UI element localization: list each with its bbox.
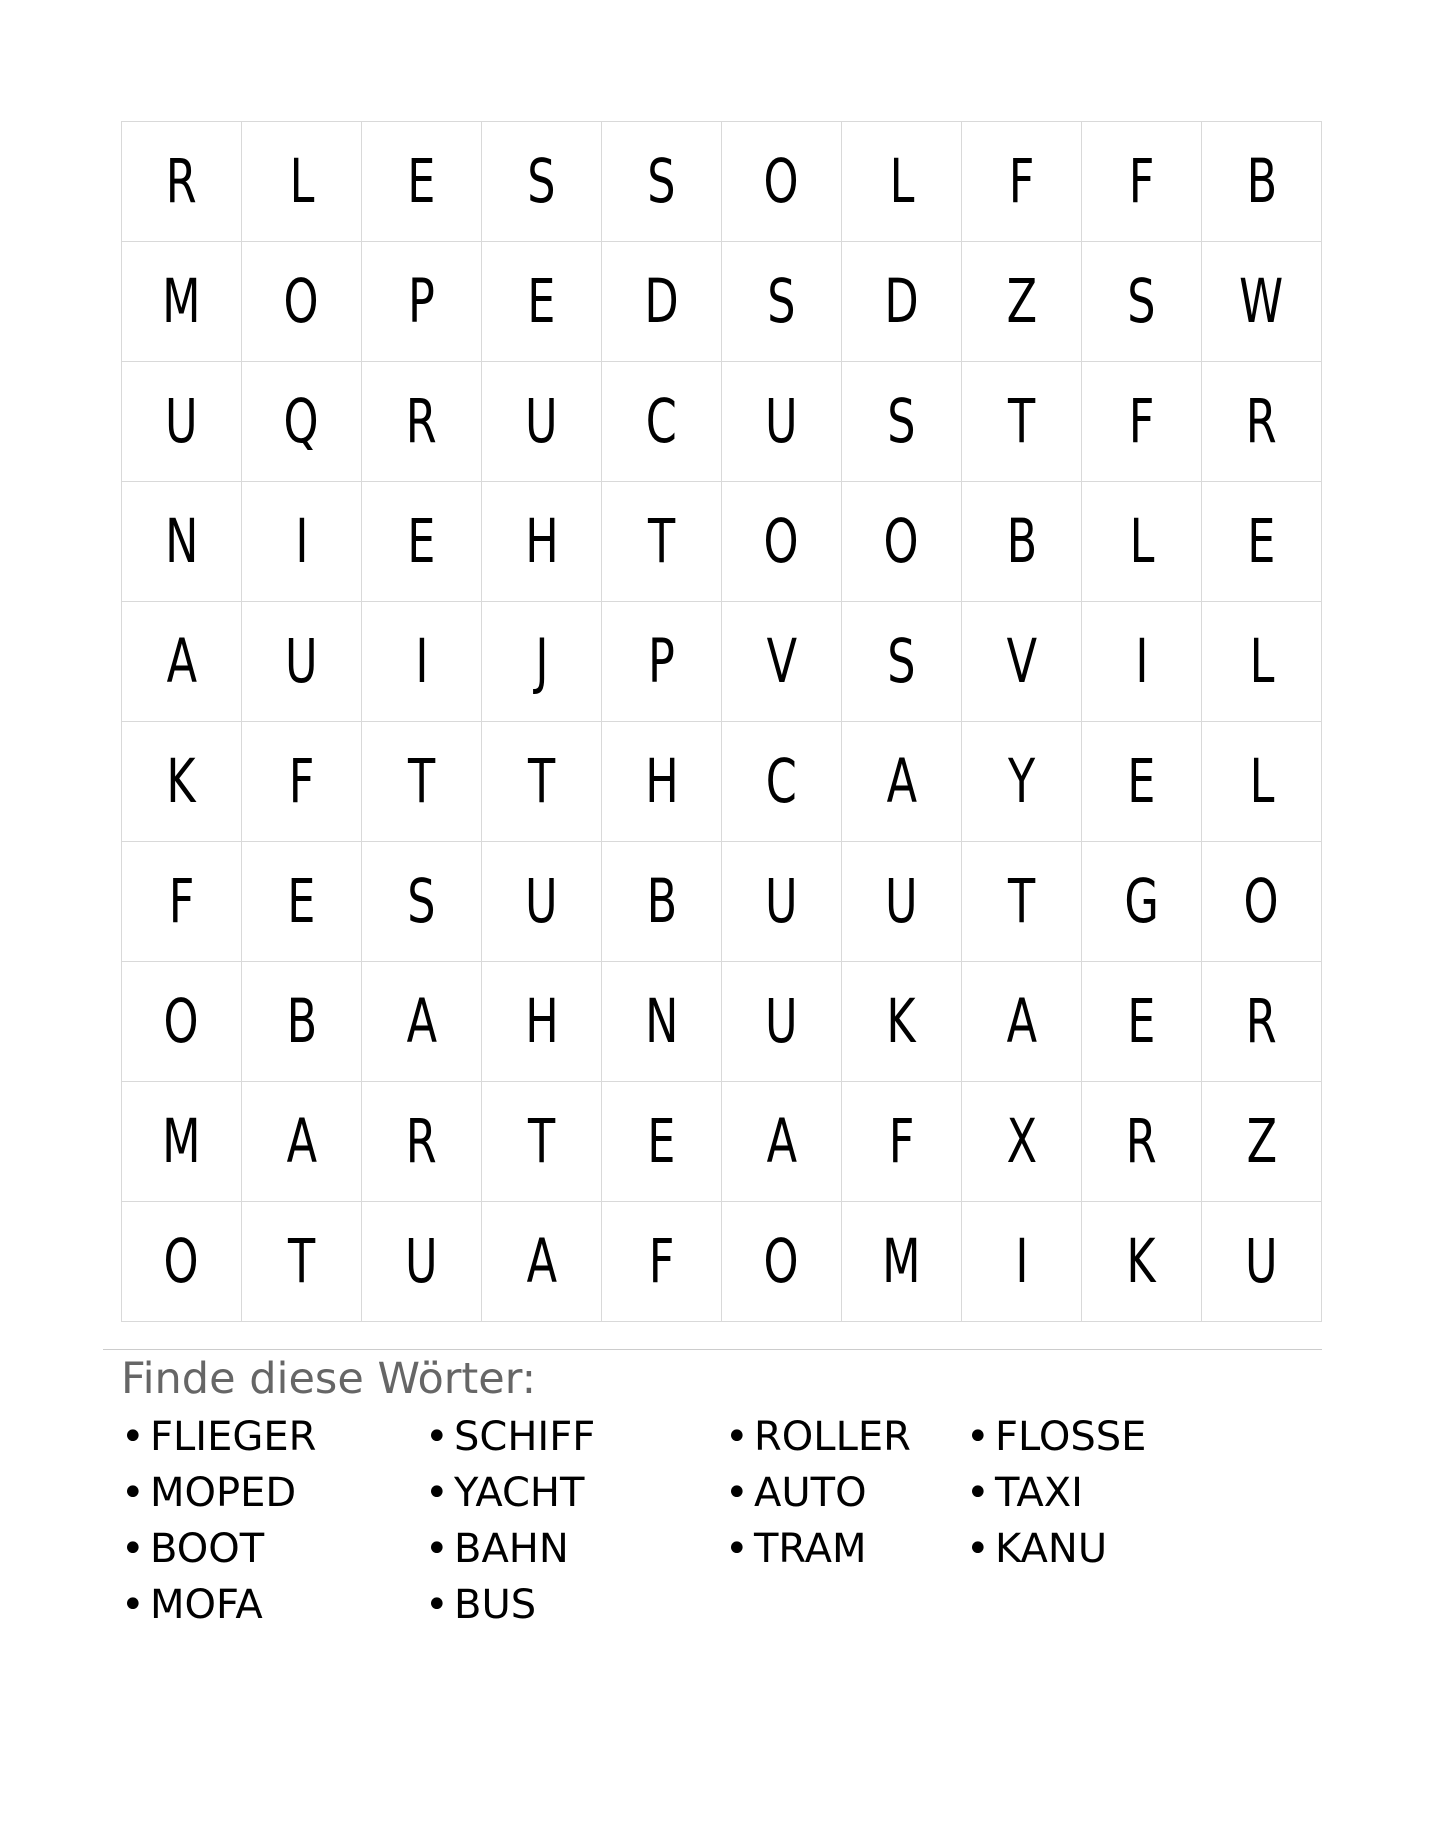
bullet-icon: • xyxy=(121,1414,145,1460)
bullet-icon: • xyxy=(725,1470,749,1516)
grid-letter: A xyxy=(406,986,437,1057)
grid-letter: V xyxy=(1006,626,1037,697)
grid-letter: A xyxy=(766,1106,797,1177)
grid-cell-r5c1[interactable] xyxy=(122,602,241,721)
grid-letter: K xyxy=(886,986,917,1057)
grid-cell-r5c2[interactable] xyxy=(242,602,361,721)
grid-cell-r4c6[interactable] xyxy=(722,482,841,601)
grid-letter: S xyxy=(647,146,676,217)
grid-letter: F xyxy=(1008,146,1035,217)
grid-cell-r10c9[interactable] xyxy=(1082,1202,1201,1321)
grid-cell-r10c7[interactable] xyxy=(842,1202,961,1321)
word-item-flieger xyxy=(121,1409,316,1465)
grid-letter: R xyxy=(406,386,437,457)
grid-cell-r2c2[interactable] xyxy=(242,242,361,361)
grid-cell-r1c1[interactable] xyxy=(122,122,241,241)
grid-cell-r10c5[interactable] xyxy=(602,1202,721,1321)
word-item-flosse xyxy=(966,1409,1146,1465)
grid-cell-r10c6[interactable] xyxy=(722,1202,841,1321)
grid-letter: X xyxy=(1006,1106,1037,1177)
grid-letter: Z xyxy=(1246,1106,1277,1177)
bullet-icon: • xyxy=(121,1582,145,1628)
grid-letter: E xyxy=(647,1106,676,1177)
grid-cell-r1c9[interactable] xyxy=(1082,122,1201,241)
grid-letter: S xyxy=(887,386,916,457)
grid-letter: P xyxy=(648,626,675,697)
grid-letter: O xyxy=(763,146,800,217)
grid-cell-r7c5[interactable] xyxy=(602,842,721,961)
grid-letter: N xyxy=(164,506,199,577)
grid-cell-r9c7[interactable] xyxy=(842,1082,961,1201)
grid-letter: S xyxy=(527,146,556,217)
grid-letter: T xyxy=(407,746,436,817)
grid-letter: O xyxy=(883,506,920,577)
word-list xyxy=(121,1409,1322,1639)
grid-letter: S xyxy=(407,866,436,937)
grid-letter: R xyxy=(1246,386,1277,457)
word-label: FLIEGER xyxy=(150,1414,317,1460)
grid-cell-r3c2[interactable] xyxy=(242,362,361,481)
grid-letter: E xyxy=(1127,746,1156,817)
grid-letter: L xyxy=(1129,506,1154,577)
grid-cell-r8c8[interactable] xyxy=(962,962,1081,1081)
bullet-icon: • xyxy=(725,1526,749,1572)
grid-letter: I xyxy=(1134,626,1149,697)
grid-cell-r10c1[interactable] xyxy=(122,1202,241,1321)
grid-cell-r5c10[interactable] xyxy=(1202,602,1321,721)
grid-cell-r5c6[interactable] xyxy=(722,602,841,721)
word-label: ROLLER xyxy=(754,1414,911,1460)
grid-letter: F xyxy=(888,1106,915,1177)
grid-letter: S xyxy=(887,626,916,697)
word-item-bus xyxy=(425,1577,595,1633)
grid-letter: U xyxy=(765,986,798,1057)
grid-cell-r4c7[interactable] xyxy=(842,482,961,601)
grid-letter: U xyxy=(885,866,918,937)
grid-letter: Z xyxy=(1006,266,1037,337)
grid-letter: C xyxy=(645,386,678,457)
grid-cell-r6c1[interactable] xyxy=(122,722,241,841)
grid-cell-r4c3[interactable] xyxy=(362,482,481,601)
grid-letter: R xyxy=(1246,986,1277,1057)
grid-cell-r5c9[interactable] xyxy=(1082,602,1201,721)
grid-letter: S xyxy=(1127,266,1156,337)
grid-cell-r8c4[interactable] xyxy=(482,962,601,1081)
grid-cell-r2c7[interactable] xyxy=(842,242,961,361)
grid-cell-r3c5[interactable] xyxy=(602,362,721,481)
grid-cell-r5c4[interactable] xyxy=(482,602,601,721)
grid-cell-r1c2[interactable] xyxy=(242,122,361,241)
grid-letter: R xyxy=(166,146,197,217)
grid-letter: U xyxy=(765,386,798,457)
grid-letter: O xyxy=(1243,866,1280,937)
word-list-column-2 xyxy=(425,1409,595,1633)
grid-letter: P xyxy=(408,266,435,337)
word-item-kanu xyxy=(966,1521,1146,1577)
grid-letter: T xyxy=(1007,386,1036,457)
grid-cell-r6c5[interactable] xyxy=(602,722,721,841)
grid-letter: S xyxy=(767,266,796,337)
grid-letter: G xyxy=(1124,866,1159,937)
grid-letter: R xyxy=(406,1106,437,1177)
grid-letter: O xyxy=(763,506,800,577)
word-label: KANU xyxy=(995,1526,1108,1572)
grid-cell-r6c3[interactable] xyxy=(362,722,481,841)
grid-letter: V xyxy=(766,626,797,697)
grid-letter: A xyxy=(166,626,197,697)
grid-letter: U xyxy=(765,866,798,937)
word-label: BUS xyxy=(454,1582,537,1628)
word-label: TRAM xyxy=(754,1526,867,1572)
grid-cell-r9c1[interactable] xyxy=(122,1082,241,1201)
grid-cell-r10c3[interactable] xyxy=(362,1202,481,1321)
grid-cell-r3c9[interactable] xyxy=(1082,362,1201,481)
bullet-icon: • xyxy=(725,1414,749,1460)
grid-letter: U xyxy=(525,866,558,937)
word-item-taxi xyxy=(966,1465,1146,1521)
grid-letter: O xyxy=(283,266,320,337)
grid-cell-r8c5[interactable] xyxy=(602,962,721,1081)
word-label: MOFA xyxy=(150,1582,263,1628)
grid-letter: Q xyxy=(283,386,320,457)
grid-cell-r3c10[interactable] xyxy=(1202,362,1321,481)
letter-grid xyxy=(121,121,1322,1322)
grid-letter: F xyxy=(1128,386,1155,457)
word-list-heading: Finde diese Wörter: xyxy=(121,1354,537,1404)
grid-cell-r8c2[interactable] xyxy=(242,962,361,1081)
bullet-icon: • xyxy=(425,1526,449,1572)
grid-letter: B xyxy=(286,986,317,1057)
grid-cell-r2c4[interactable] xyxy=(482,242,601,361)
grid-cell-r7c8[interactable] xyxy=(962,842,1081,961)
grid-cell-r3c6[interactable] xyxy=(722,362,841,481)
grid-letter: T xyxy=(527,1106,556,1177)
grid-cell-r3c8[interactable] xyxy=(962,362,1081,481)
grid-letter: E xyxy=(527,266,556,337)
grid-cell-r10c4[interactable] xyxy=(482,1202,601,1321)
grid-cell-r4c5[interactable] xyxy=(602,482,721,601)
grid-cell-r5c8[interactable] xyxy=(962,602,1081,721)
grid-cell-r5c5[interactable] xyxy=(602,602,721,721)
grid-letter: R xyxy=(1126,1106,1157,1177)
grid-letter: U xyxy=(405,1226,438,1297)
grid-cell-r2c6[interactable] xyxy=(722,242,841,361)
bullet-icon: • xyxy=(121,1526,145,1572)
grid-letter: H xyxy=(644,746,679,817)
grid-letter: L xyxy=(289,146,314,217)
word-label: SCHIFF xyxy=(454,1414,596,1460)
grid-letter: U xyxy=(1245,1226,1278,1297)
bullet-icon: • xyxy=(121,1470,145,1516)
grid-cell-r9c5[interactable] xyxy=(602,1082,721,1201)
grid-letter: K xyxy=(1126,1226,1157,1297)
grid-cell-r5c7[interactable] xyxy=(842,602,961,721)
grid-cell-r9c10[interactable] xyxy=(1202,1082,1321,1201)
grid-cell-r7c1[interactable] xyxy=(122,842,241,961)
grid-letter: T xyxy=(1007,866,1036,937)
grid-letter: D xyxy=(644,266,679,337)
word-list-column-4 xyxy=(966,1409,1146,1577)
grid-letter: B xyxy=(1006,506,1037,577)
bullet-icon: • xyxy=(425,1470,449,1516)
grid-letter: T xyxy=(527,746,556,817)
word-item-bahn xyxy=(425,1521,595,1577)
grid-cell-r8c9[interactable] xyxy=(1082,962,1201,1081)
grid-cell-r9c6[interactable] xyxy=(722,1082,841,1201)
grid-letter: E xyxy=(407,146,436,217)
grid-letter: I xyxy=(1014,1226,1029,1297)
grid-cell-r6c7[interactable] xyxy=(842,722,961,841)
grid-cell-r10c8[interactable] xyxy=(962,1202,1081,1321)
grid-cell-r6c6[interactable] xyxy=(722,722,841,841)
grid-cell-r4c10[interactable] xyxy=(1202,482,1321,601)
bullet-icon: • xyxy=(966,1414,990,1460)
grid-letter: A xyxy=(286,1106,317,1177)
grid-cell-r1c3[interactable] xyxy=(362,122,481,241)
word-item-schiff xyxy=(425,1409,595,1465)
grid-cell-r6c2[interactable] xyxy=(242,722,361,841)
grid-letter: L xyxy=(1249,746,1274,817)
grid-cell-r3c1[interactable] xyxy=(122,362,241,481)
grid-letter: T xyxy=(647,506,676,577)
grid-letter: I xyxy=(414,626,429,697)
grid-cell-r7c6[interactable] xyxy=(722,842,841,961)
grid-cell-r3c7[interactable] xyxy=(842,362,961,481)
grid-cell-r9c4[interactable] xyxy=(482,1082,601,1201)
word-item-auto xyxy=(725,1465,911,1521)
bullet-icon: • xyxy=(966,1470,990,1516)
grid-letter: K xyxy=(166,746,197,817)
grid-letter: F xyxy=(168,866,195,937)
grid-letter: H xyxy=(524,506,559,577)
grid-letter: I xyxy=(294,506,309,577)
grid-cell-r4c8[interactable] xyxy=(962,482,1081,601)
grid-cell-r4c4[interactable] xyxy=(482,482,601,601)
grid-cell-r3c3[interactable] xyxy=(362,362,481,481)
grid-letter: F xyxy=(648,1226,675,1297)
grid-cell-r6c8[interactable] xyxy=(962,722,1081,841)
grid-letter: L xyxy=(1249,626,1274,697)
grid-cell-r8c7[interactable] xyxy=(842,962,961,1081)
grid-letter: L xyxy=(889,146,914,217)
grid-cell-r7c7[interactable] xyxy=(842,842,961,961)
grid-cell-r10c2[interactable] xyxy=(242,1202,361,1321)
grid-letter: F xyxy=(1128,146,1155,217)
grid-cell-r2c10[interactable] xyxy=(1202,242,1321,361)
word-item-tram xyxy=(725,1521,911,1577)
grid-cell-r1c7[interactable] xyxy=(842,122,961,241)
grid-cell-r1c5[interactable] xyxy=(602,122,721,241)
word-item-moped xyxy=(121,1465,316,1521)
grid-cell-r1c8[interactable] xyxy=(962,122,1081,241)
word-label: MOPED xyxy=(150,1470,297,1516)
grid-letter: O xyxy=(163,986,200,1057)
word-item-yacht xyxy=(425,1465,595,1521)
bullet-icon: • xyxy=(425,1414,449,1460)
grid-cell-r5c3[interactable] xyxy=(362,602,481,721)
word-label: TAXI xyxy=(995,1470,1083,1516)
grid-letter: Y xyxy=(1007,746,1036,817)
grid-cell-r9c8[interactable] xyxy=(962,1082,1081,1201)
grid-letter: F xyxy=(288,746,315,817)
word-item-roller xyxy=(725,1409,911,1465)
grid-cell-r9c9[interactable] xyxy=(1082,1082,1201,1201)
grid-cell-r4c9[interactable] xyxy=(1082,482,1201,601)
grid-cell-r1c4[interactable] xyxy=(482,122,601,241)
bullet-icon: • xyxy=(966,1526,990,1572)
grid-letter: E xyxy=(287,866,316,937)
grid-cell-r9c3[interactable] xyxy=(362,1082,481,1201)
grid-letter: E xyxy=(1247,506,1276,577)
word-list-column-3 xyxy=(725,1409,911,1577)
grid-cell-r4c1[interactable] xyxy=(122,482,241,601)
grid-cell-r2c1[interactable] xyxy=(122,242,241,361)
word-label: AUTO xyxy=(754,1470,867,1516)
grid-letter: T xyxy=(287,1226,316,1297)
grid-cell-r2c3[interactable] xyxy=(362,242,481,361)
grid-cell-r2c9[interactable] xyxy=(1082,242,1201,361)
grid-cell-r7c2[interactable] xyxy=(242,842,361,961)
grid-letter: U xyxy=(525,386,558,457)
grid-cell-r4c2[interactable] xyxy=(242,482,361,601)
grid-cell-r8c6[interactable] xyxy=(722,962,841,1081)
grid-letter: A xyxy=(886,746,917,817)
grid-letter: C xyxy=(765,746,798,817)
word-label: FLOSSE xyxy=(995,1414,1147,1460)
grid-cell-r7c9[interactable] xyxy=(1082,842,1201,961)
grid-cell-r6c4[interactable] xyxy=(482,722,601,841)
word-label: BAHN xyxy=(454,1526,569,1572)
grid-cell-r7c4[interactable] xyxy=(482,842,601,961)
grid-letter: B xyxy=(646,866,677,937)
grid-cell-r9c2[interactable] xyxy=(242,1082,361,1201)
grid-letter: E xyxy=(1127,986,1156,1057)
grid-letter: M xyxy=(162,266,201,337)
grid-letter: O xyxy=(163,1226,200,1297)
grid-letter: W xyxy=(1239,266,1284,337)
grid-letter: M xyxy=(162,1106,201,1177)
grid-letter: O xyxy=(763,1226,800,1297)
word-item-mofa xyxy=(121,1577,316,1633)
grid-cell-r8c10[interactable] xyxy=(1202,962,1321,1081)
grid-cell-r3c4[interactable] xyxy=(482,362,601,481)
grid-letter: A xyxy=(526,1226,557,1297)
grid-letter: H xyxy=(524,986,559,1057)
grid-letter: B xyxy=(1246,146,1277,217)
bullet-icon: • xyxy=(425,1582,449,1628)
word-label: YACHT xyxy=(454,1470,585,1516)
word-list-column-1 xyxy=(121,1409,316,1633)
grid-cell-r1c10[interactable] xyxy=(1202,122,1321,241)
grid-cell-r8c3[interactable] xyxy=(362,962,481,1081)
grid-letter: A xyxy=(1006,986,1037,1057)
word-item-boot xyxy=(121,1521,316,1577)
grid-letter: D xyxy=(884,266,919,337)
grid-cell-r7c10[interactable] xyxy=(1202,842,1321,961)
grid-cell-r10c10[interactable] xyxy=(1202,1202,1321,1321)
grid-letter: M xyxy=(882,1226,921,1297)
grid-cell-r6c9[interactable] xyxy=(1082,722,1201,841)
grid-cell-r7c3[interactable] xyxy=(362,842,481,961)
grid-cell-r8c1[interactable] xyxy=(122,962,241,1081)
grid-letter: E xyxy=(407,506,436,577)
grid-cell-r6c10[interactable] xyxy=(1202,722,1321,841)
grid-letter: U xyxy=(285,626,318,697)
grid-cell-r2c8[interactable] xyxy=(962,242,1081,361)
grid-letter: U xyxy=(165,386,198,457)
grid-cell-r2c5[interactable] xyxy=(602,242,721,361)
word-label: BOOT xyxy=(150,1526,265,1572)
divider xyxy=(103,1349,1322,1350)
grid-letter: N xyxy=(644,986,679,1057)
grid-cell-r1c6[interactable] xyxy=(722,122,841,241)
grid-letter: J xyxy=(534,626,549,697)
